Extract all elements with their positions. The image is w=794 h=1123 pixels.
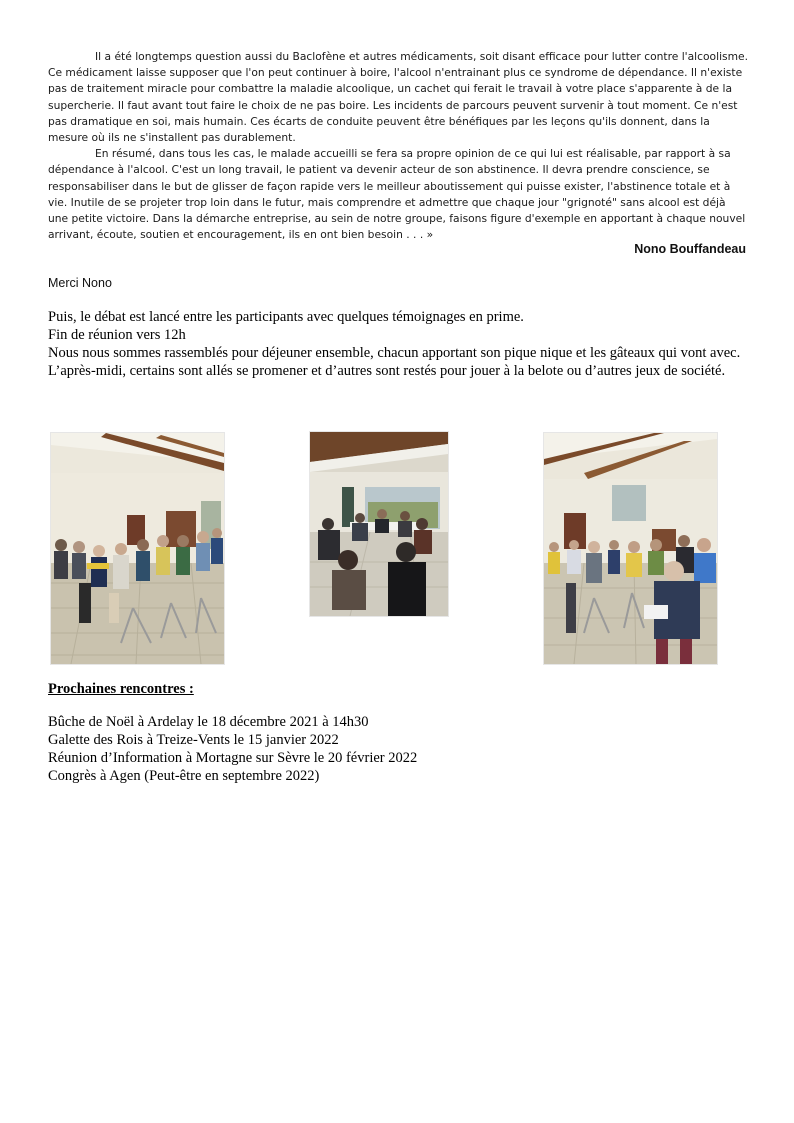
meeting-photo-3 [543, 432, 718, 665]
testimony-quote [48, 49, 748, 243]
summary-line: Fin de réunion vers 12h [48, 327, 186, 343]
summary-line: Puis, le débat est lancé entre les participants avec quelques témoignages en prime. [48, 309, 524, 325]
next-meetings-list [48, 713, 417, 785]
next-meetings-title: Prochaines rencontres : [48, 681, 194, 697]
summary-line: L’après-midi, certains sont allés se promener et d’autres sont restés pour jouer à la belote ou d’autres jeux de société. [48, 363, 726, 379]
quote-signature: Nono Bouffandeau [634, 242, 746, 256]
thanks-line: Merci Nono [48, 276, 112, 290]
event-item: Bûche de Noël à Ardelay le 18 décembre 2021 à 14h30 [48, 714, 369, 730]
quote-paragraph-2: En résumé, dans tous les cas, le malade accueilli se fera sa propre opinion de ce qui lui est réalisable, par rapport à sa dépendance à l'alcool. C'est un long travail, le patient va devenir acteur de son abstinence. Il devra prendre conscience, se responsabiliser dans le but de glisser de façon rapide vers le meilleur aboutissement qui puisse exister, l'abstinence totale et à vie. Inutile de se projeter trop loin dans le futur, mais comprendre et admettre que chaque jour "grignoté" sans alcool est déjà une petite victoire. Dans la démarche entreprise, au sein de notre groupe, faisons figure d'exemple en apportant à chaque nouvel arrivant, écoute, soutien et encouragement, ils en ont bien besoin . . . » [48, 147, 746, 242]
meeting-summary [48, 308, 768, 380]
meeting-photo-2 [309, 431, 449, 617]
meeting-photo-1 [50, 432, 225, 665]
summary-line: Nous nous sommes rassemblés pour déjeuner ensemble, chacun apportant son pique nique et les gâteaux qui vont avec. [48, 345, 741, 361]
event-item: Galette des Rois à Treize-Vents le 15 janvier 2022 [48, 732, 339, 748]
event-item: Réunion d’Information à Mortagne sur Sèvre le 20 février 2022 [48, 750, 418, 766]
event-item: Congrès à Agen (Peut-être en septembre 2022) [48, 768, 320, 784]
quote-paragraph-1: Il a été longtemps question aussi du Baclofène et autres médicaments, soit disant efficace pour lutter contre l'alcoolisme. Ce médicament laisse supposer que l'on peut continuer à boire, l'alcool n'entrainant plus ce syndrome de dépendance. Il n'existe pas de traitement miracle pour combattre la maladie alcoolique, un cachet qui ferait le travail à votre place s'apparente à de la supercherie. Il faut avant tout faire le choix de ne pas boire. Les incidents de parcours peuvent survenir à tout moment. Ce n'est pas dramatique en soi, mais humain. Ces écarts de conduite peuvent être bénéfiques par les leçons qu'ils donnent, dans la mesure où ils ne s'installent pas durablement. [48, 50, 748, 145]
